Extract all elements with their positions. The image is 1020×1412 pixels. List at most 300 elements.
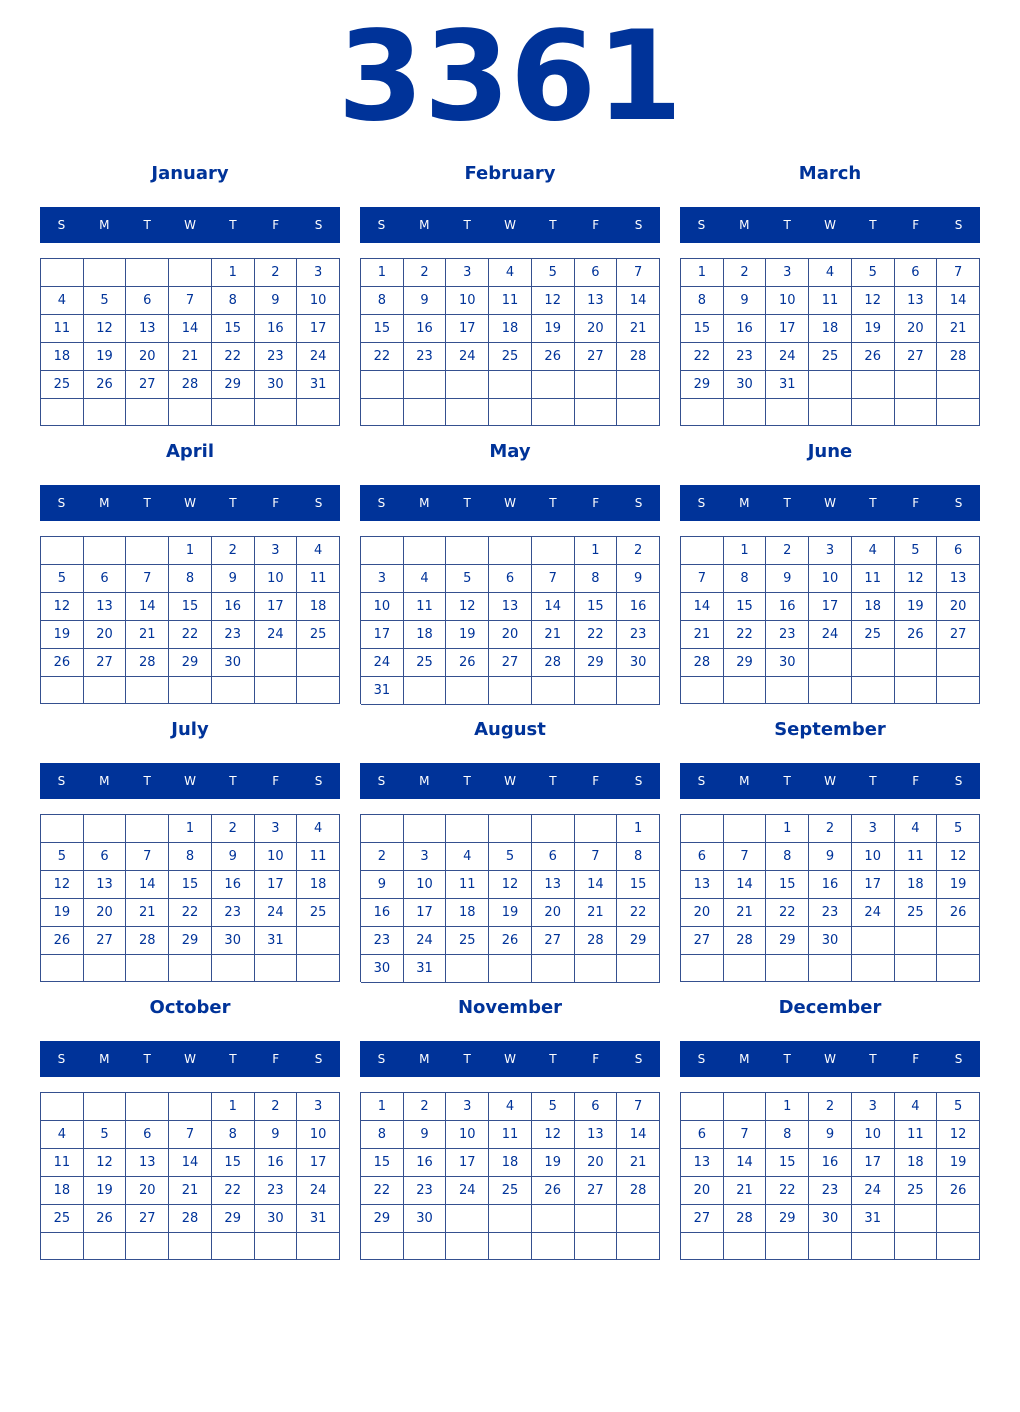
weekday-label: S — [57, 1052, 66, 1066]
empty-cell — [681, 955, 724, 982]
month-name: January — [151, 163, 229, 184]
day-cell: 29 — [169, 649, 212, 677]
day-cell: 5 — [489, 843, 532, 871]
day-cell: 23 — [255, 343, 298, 371]
day-cell: 3 — [809, 537, 852, 565]
day-cell: 26 — [937, 899, 980, 927]
day-cell: 5 — [41, 843, 84, 871]
empty-cell — [724, 399, 767, 426]
day-cell: 21 — [724, 1177, 767, 1205]
day-cell: 16 — [212, 871, 255, 899]
day-cell: 26 — [489, 927, 532, 955]
day-cell: 5 — [84, 1121, 127, 1149]
day-cell: 15 — [169, 871, 212, 899]
day-cell: 14 — [617, 287, 660, 315]
day-cell: 4 — [489, 259, 532, 287]
empty-cell — [489, 537, 532, 565]
day-cell: 1 — [681, 259, 724, 287]
day-cell: 20 — [937, 593, 980, 621]
day-cell: 23 — [212, 899, 255, 927]
day-cell: 11 — [404, 593, 447, 621]
weekday-label: T — [143, 774, 151, 788]
empty-cell — [895, 1205, 938, 1233]
day-cell: 9 — [724, 287, 767, 315]
weekday-label: S — [57, 218, 66, 232]
days-grid — [40, 258, 340, 426]
weekday-label: T — [783, 1052, 791, 1066]
day-cell: 2 — [617, 537, 660, 565]
weekday-label: W — [504, 1052, 516, 1066]
weekday-label: M — [739, 218, 750, 232]
day-cell: 11 — [489, 287, 532, 315]
weekday-label: W — [824, 218, 836, 232]
weekday-header — [680, 763, 980, 799]
empty-cell — [361, 371, 404, 399]
empty-cell — [724, 1093, 767, 1121]
day-cell: 26 — [84, 1205, 127, 1233]
weekday-label: F — [912, 496, 920, 510]
day-cell: 9 — [809, 843, 852, 871]
day-cell: 1 — [361, 259, 404, 287]
day-cell: 10 — [446, 287, 489, 315]
day-cell: 17 — [255, 593, 298, 621]
day-cell: 22 — [361, 343, 404, 371]
empty-cell — [809, 649, 852, 677]
day-cell: 30 — [212, 649, 255, 677]
day-cell: 8 — [361, 1121, 404, 1149]
day-cell: 17 — [852, 871, 895, 899]
day-cell: 22 — [169, 899, 212, 927]
day-cell: 2 — [724, 259, 767, 287]
day-cell: 17 — [297, 315, 340, 343]
weekday-label: W — [824, 774, 836, 788]
weekday-header — [40, 207, 340, 243]
day-cell: 22 — [681, 343, 724, 371]
day-cell: 10 — [361, 593, 404, 621]
day-cell: 5 — [41, 565, 84, 593]
days-grid — [40, 1092, 340, 1260]
empty-cell — [404, 677, 447, 705]
day-cell: 18 — [852, 593, 895, 621]
day-cell: 7 — [126, 565, 169, 593]
weekday-label: T — [463, 774, 471, 788]
day-cell: 18 — [404, 621, 447, 649]
weekday-label: T — [783, 496, 791, 510]
weekday-label: S — [314, 218, 323, 232]
day-cell: 15 — [766, 871, 809, 899]
day-cell: 1 — [575, 537, 618, 565]
empty-cell — [297, 927, 340, 955]
days-grid — [360, 814, 660, 982]
weekday-label: S — [697, 1052, 706, 1066]
day-cell: 8 — [766, 843, 809, 871]
day-cell: 19 — [41, 621, 84, 649]
day-cell: 25 — [297, 621, 340, 649]
empty-cell — [169, 955, 212, 982]
empty-cell — [937, 399, 980, 426]
empty-cell — [681, 399, 724, 426]
day-cell: 29 — [361, 1205, 404, 1233]
weekday-label: F — [272, 1052, 280, 1066]
day-cell: 28 — [937, 343, 980, 371]
days-grid — [680, 814, 980, 982]
day-cell: 28 — [617, 343, 660, 371]
day-cell: 22 — [212, 343, 255, 371]
day-cell: 19 — [84, 343, 127, 371]
day-cell: 17 — [404, 899, 447, 927]
day-cell: 29 — [212, 1205, 255, 1233]
day-cell: 31 — [404, 955, 447, 983]
weekday-label: T — [143, 1052, 151, 1066]
day-cell: 25 — [809, 343, 852, 371]
day-cell: 13 — [681, 871, 724, 899]
day-cell: 30 — [361, 955, 404, 983]
day-cell: 1 — [766, 815, 809, 843]
day-cell: 10 — [255, 843, 298, 871]
weekday-label: T — [549, 1052, 557, 1066]
day-cell: 19 — [532, 1149, 575, 1177]
weekday-label: S — [697, 774, 706, 788]
day-cell: 24 — [766, 343, 809, 371]
weekday-label: S — [57, 774, 66, 788]
day-cell: 13 — [532, 871, 575, 899]
day-cell: 22 — [766, 1177, 809, 1205]
empty-cell — [255, 955, 298, 982]
month-name: October — [149, 997, 231, 1018]
day-cell: 14 — [724, 1149, 767, 1177]
empty-cell — [532, 399, 575, 427]
empty-cell — [84, 955, 127, 982]
empty-cell — [446, 1205, 489, 1233]
weekday-label: S — [634, 496, 643, 510]
day-cell: 24 — [255, 899, 298, 927]
day-cell: 2 — [404, 259, 447, 287]
day-cell: 25 — [446, 927, 489, 955]
empty-cell — [532, 1233, 575, 1260]
empty-cell — [681, 537, 724, 565]
weekday-label: M — [419, 218, 430, 232]
day-cell: 13 — [937, 565, 980, 593]
weekday-label: M — [99, 218, 110, 232]
day-cell: 29 — [212, 371, 255, 399]
day-cell: 27 — [681, 927, 724, 955]
day-cell: 16 — [404, 315, 447, 343]
empty-cell — [126, 815, 169, 843]
empty-cell — [255, 649, 298, 677]
day-cell: 25 — [852, 621, 895, 649]
weekday-label: F — [592, 1052, 600, 1066]
day-cell: 25 — [41, 1205, 84, 1233]
day-cell: 5 — [532, 259, 575, 287]
empty-cell — [809, 371, 852, 399]
empty-cell — [361, 1233, 404, 1260]
month-name: April — [165, 441, 215, 462]
empty-cell — [895, 955, 938, 982]
empty-cell — [766, 955, 809, 982]
day-cell: 20 — [575, 315, 618, 343]
empty-cell — [212, 677, 255, 704]
day-cell: 23 — [255, 1177, 298, 1205]
weekday-label: W — [184, 1052, 196, 1066]
empty-cell — [169, 1233, 212, 1260]
day-cell: 27 — [84, 927, 127, 955]
day-cell: 9 — [212, 565, 255, 593]
day-cell: 11 — [489, 1121, 532, 1149]
day-cell: 18 — [41, 343, 84, 371]
weekday-label: T — [549, 218, 557, 232]
empty-cell — [895, 399, 938, 426]
day-cell: 10 — [404, 871, 447, 899]
day-cell: 6 — [126, 1121, 169, 1149]
empty-cell — [41, 399, 84, 426]
day-cell: 14 — [169, 1149, 212, 1177]
day-cell: 13 — [681, 1149, 724, 1177]
day-cell: 16 — [404, 1149, 447, 1177]
empty-cell — [895, 1233, 938, 1260]
empty-cell — [852, 649, 895, 677]
empty-cell — [937, 649, 980, 677]
day-cell: 8 — [212, 1121, 255, 1149]
empty-cell — [575, 1233, 618, 1260]
weekday-header — [680, 207, 980, 243]
day-cell: 9 — [255, 287, 298, 315]
day-cell: 31 — [852, 1205, 895, 1233]
day-cell: 12 — [489, 871, 532, 899]
day-cell: 15 — [361, 315, 404, 343]
day-cell: 4 — [297, 815, 340, 843]
day-cell: 10 — [297, 1121, 340, 1149]
day-cell: 8 — [575, 565, 618, 593]
day-cell: 21 — [575, 899, 618, 927]
day-cell: 9 — [617, 565, 660, 593]
day-cell: 4 — [297, 537, 340, 565]
day-cell: 18 — [41, 1177, 84, 1205]
empty-cell — [575, 955, 618, 983]
day-cell: 28 — [575, 927, 618, 955]
empty-cell — [297, 677, 340, 704]
day-cell: 11 — [895, 1121, 938, 1149]
day-cell: 13 — [84, 593, 127, 621]
day-cell: 15 — [575, 593, 618, 621]
day-cell: 18 — [489, 1149, 532, 1177]
weekday-label: W — [504, 774, 516, 788]
day-cell: 14 — [937, 287, 980, 315]
empty-cell — [446, 537, 489, 565]
empty-cell — [575, 815, 618, 843]
day-cell: 19 — [41, 899, 84, 927]
weekday-label: T — [869, 496, 877, 510]
day-cell: 30 — [766, 649, 809, 677]
day-cell: 29 — [169, 927, 212, 955]
day-cell: 21 — [169, 1177, 212, 1205]
day-cell: 16 — [809, 1149, 852, 1177]
empty-cell — [724, 1233, 767, 1260]
weekday-label: F — [272, 218, 280, 232]
empty-cell — [126, 259, 169, 287]
day-cell: 1 — [724, 537, 767, 565]
day-cell: 7 — [575, 843, 618, 871]
empty-cell — [297, 649, 340, 677]
day-cell: 20 — [681, 899, 724, 927]
day-cell: 5 — [84, 287, 127, 315]
empty-cell — [169, 677, 212, 704]
day-cell: 31 — [766, 371, 809, 399]
day-cell: 16 — [361, 899, 404, 927]
empty-cell — [126, 537, 169, 565]
day-cell: 21 — [617, 315, 660, 343]
day-cell: 16 — [724, 315, 767, 343]
day-cell: 2 — [404, 1093, 447, 1121]
empty-cell — [895, 677, 938, 704]
day-cell: 16 — [255, 315, 298, 343]
day-cell: 27 — [575, 343, 618, 371]
weekday-label: S — [634, 1052, 643, 1066]
weekday-label: T — [229, 774, 237, 788]
empty-cell — [41, 815, 84, 843]
weekday-label: T — [229, 1052, 237, 1066]
weekday-label: W — [184, 496, 196, 510]
weekday-label: S — [954, 218, 963, 232]
empty-cell — [255, 677, 298, 704]
empty-cell — [404, 815, 447, 843]
weekday-label: S — [954, 1052, 963, 1066]
day-cell: 13 — [575, 1121, 618, 1149]
day-cell: 9 — [404, 287, 447, 315]
day-cell: 18 — [489, 315, 532, 343]
day-cell: 25 — [41, 371, 84, 399]
day-cell: 7 — [126, 843, 169, 871]
day-cell: 5 — [937, 815, 980, 843]
empty-cell — [617, 371, 660, 399]
day-cell: 11 — [809, 287, 852, 315]
day-cell: 1 — [361, 1093, 404, 1121]
empty-cell — [937, 955, 980, 982]
empty-cell — [84, 259, 127, 287]
day-cell: 7 — [169, 1121, 212, 1149]
empty-cell — [809, 955, 852, 982]
empty-cell — [575, 371, 618, 399]
day-cell: 19 — [446, 621, 489, 649]
day-cell: 3 — [446, 1093, 489, 1121]
weekday-header — [360, 1041, 660, 1077]
empty-cell — [617, 677, 660, 705]
day-cell: 1 — [212, 1093, 255, 1121]
day-cell: 4 — [489, 1093, 532, 1121]
day-cell: 2 — [809, 815, 852, 843]
day-cell: 21 — [169, 343, 212, 371]
day-cell: 11 — [41, 315, 84, 343]
day-cell: 2 — [255, 1093, 298, 1121]
day-cell: 31 — [297, 371, 340, 399]
day-cell: 8 — [766, 1121, 809, 1149]
day-cell: 14 — [724, 871, 767, 899]
empty-cell — [809, 399, 852, 426]
day-cell: 5 — [895, 537, 938, 565]
empty-cell — [852, 371, 895, 399]
days-grid — [360, 1092, 660, 1260]
empty-cell — [404, 399, 447, 427]
day-cell: 3 — [446, 259, 489, 287]
day-cell: 12 — [852, 287, 895, 315]
weekday-label: T — [549, 496, 557, 510]
empty-cell — [212, 1233, 255, 1260]
day-cell: 24 — [809, 621, 852, 649]
weekday-label: S — [634, 774, 643, 788]
weekday-label: T — [783, 218, 791, 232]
empty-cell — [126, 677, 169, 704]
day-cell: 9 — [361, 871, 404, 899]
weekday-label: W — [504, 496, 516, 510]
weekday-label: M — [99, 496, 110, 510]
day-cell: 10 — [809, 565, 852, 593]
empty-cell — [766, 677, 809, 704]
day-cell: 7 — [724, 843, 767, 871]
day-cell: 3 — [404, 843, 447, 871]
day-cell: 8 — [169, 843, 212, 871]
empty-cell — [489, 399, 532, 427]
day-cell: 1 — [766, 1093, 809, 1121]
day-cell: 23 — [766, 621, 809, 649]
weekday-header — [40, 1041, 340, 1077]
day-cell: 27 — [126, 371, 169, 399]
day-cell: 28 — [617, 1177, 660, 1205]
empty-cell — [532, 677, 575, 705]
empty-cell — [937, 1233, 980, 1260]
empty-cell — [41, 1093, 84, 1121]
day-cell: 20 — [681, 1177, 724, 1205]
day-cell: 23 — [212, 621, 255, 649]
day-cell: 29 — [766, 927, 809, 955]
weekday-header — [360, 207, 660, 243]
days-grid — [40, 814, 340, 982]
weekday-label: F — [912, 774, 920, 788]
day-cell: 25 — [895, 899, 938, 927]
empty-cell — [41, 677, 84, 704]
day-cell: 5 — [532, 1093, 575, 1121]
empty-cell — [446, 371, 489, 399]
empty-cell — [361, 537, 404, 565]
day-cell: 14 — [532, 593, 575, 621]
day-cell: 12 — [446, 593, 489, 621]
empty-cell — [361, 815, 404, 843]
weekday-label: M — [99, 1052, 110, 1066]
empty-cell — [575, 399, 618, 427]
day-cell: 22 — [575, 621, 618, 649]
day-cell: 8 — [724, 565, 767, 593]
day-cell: 10 — [297, 287, 340, 315]
empty-cell — [937, 927, 980, 955]
day-cell: 12 — [532, 1121, 575, 1149]
empty-cell — [41, 537, 84, 565]
day-cell: 25 — [404, 649, 447, 677]
day-cell: 12 — [84, 315, 127, 343]
day-cell: 22 — [169, 621, 212, 649]
day-cell: 16 — [809, 871, 852, 899]
weekday-label: F — [272, 496, 280, 510]
weekday-label: S — [314, 1052, 323, 1066]
day-cell: 30 — [809, 1205, 852, 1233]
empty-cell — [489, 955, 532, 983]
day-cell: 11 — [41, 1149, 84, 1177]
empty-cell — [41, 1233, 84, 1260]
day-cell: 7 — [681, 565, 724, 593]
weekday-label: S — [314, 496, 323, 510]
empty-cell — [255, 1233, 298, 1260]
day-cell: 31 — [297, 1205, 340, 1233]
day-cell: 6 — [681, 843, 724, 871]
weekday-label: T — [229, 496, 237, 510]
weekday-label: T — [463, 496, 471, 510]
